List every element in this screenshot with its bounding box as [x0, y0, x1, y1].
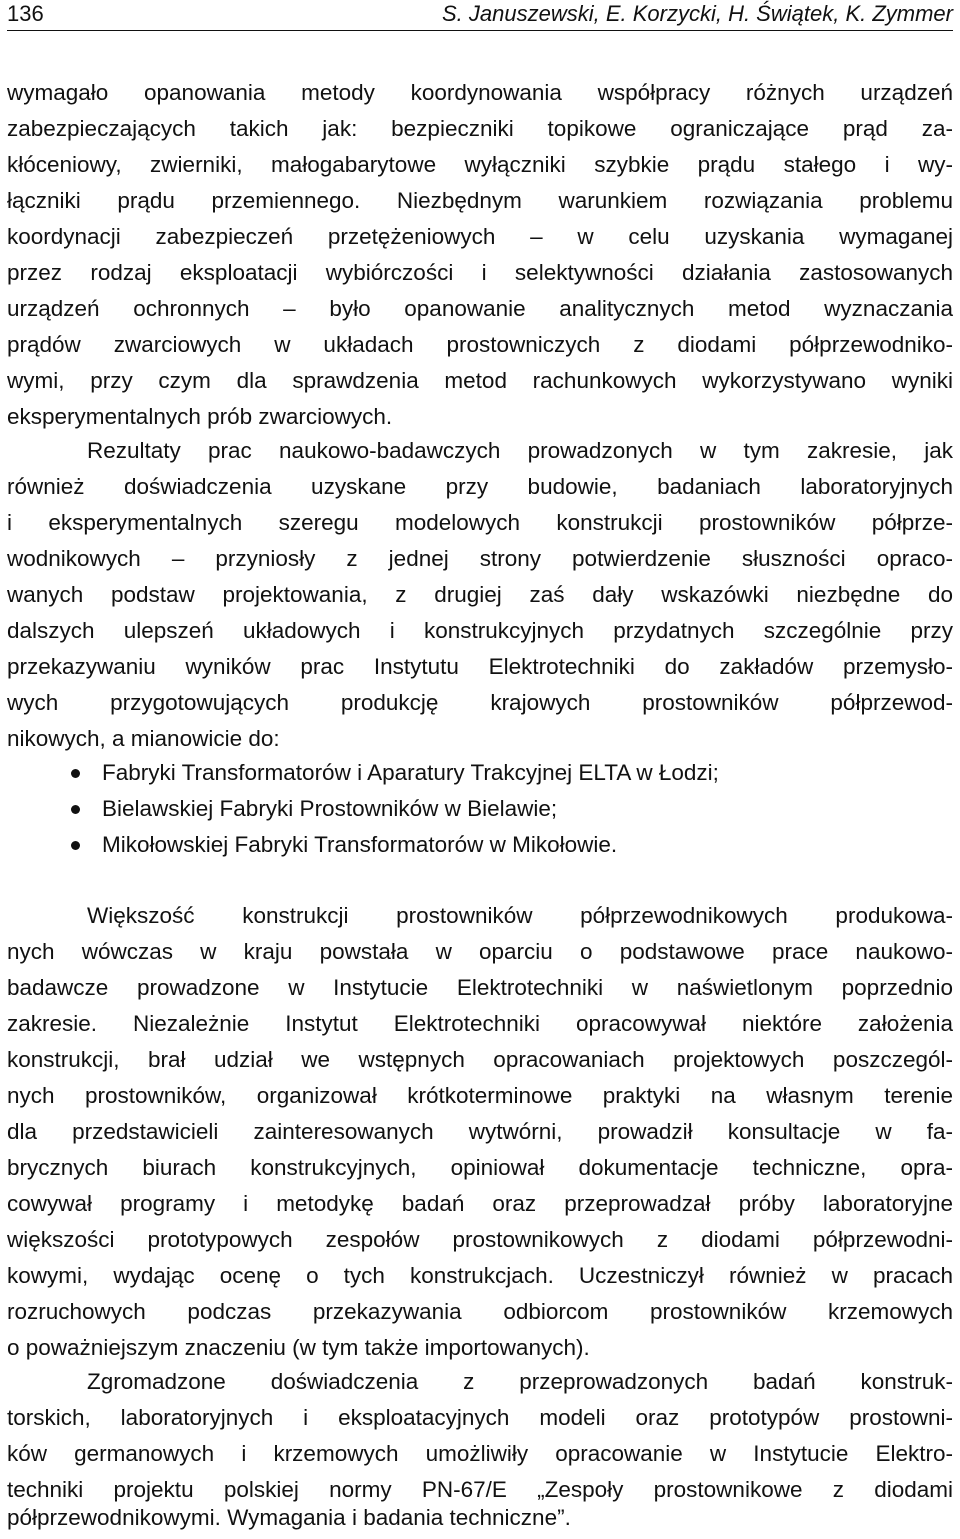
text-line: większości prototypowych zespołów prostownikowych z diodami półprzewodni-	[7, 1227, 953, 1252]
page-number: 136	[7, 1, 44, 26]
text-line: koordynacji zabezpieczeń przetężeniowych – w celu uzyskania wymaganej	[7, 224, 953, 249]
text-line: badawcze prowadzone w Instytucie Elektrotechniki w naświetlonym poprzednio	[7, 975, 953, 1000]
text-line: brycznych biurach konstrukcyjnych, opiniował dokumentacje techniczne, opra-	[7, 1155, 953, 1180]
text-line: rozruchowych podczas przekazywania odbiorcom prostowników krzemowych	[7, 1299, 953, 1324]
text-line: zabezpieczających takich jak: bezpieczniki topikowe ograniczające prąd za-	[7, 116, 953, 141]
text-line: wych przygotowujących produkcję krajowych prostowników półprzewod-	[7, 690, 953, 715]
bullet-icon	[71, 805, 80, 814]
text-line: Rezultaty prac naukowo-badawczych prowadzonych w tym zakresie, jak	[87, 438, 953, 463]
running-header	[7, 0, 953, 31]
text-line: kłóceniowy, zwierniki, małogabarytowe wyłączniki szybkie prądu stałego i wy-	[7, 152, 953, 177]
text-line: prądów zwarciowych w układach prostowniczych z diodami półprzewodniko-	[7, 332, 953, 357]
text-line: techniki projektu polskiej normy PN-67/E „Zespoły prostownikowe z diodami	[7, 1477, 953, 1502]
list-item-text: Bielawskiej Fabryki Prostowników w Bielawie;	[102, 796, 558, 821]
text-line: konstrukcji, brał udział we wstępnych opracowaniach projektowych poszczegól-	[7, 1047, 953, 1072]
list-item	[7, 827, 953, 863]
text-line: eksperymentalnych prób zwarciowych.	[7, 404, 393, 429]
text-line: przez rodzaj eksploatacji wybiórczości i selektywności działania zastosowanych	[7, 260, 953, 285]
text-line: zakresie. Niezależnie Instytut Elektrotechniki opracowywał niektóre założenia	[7, 1011, 953, 1036]
list-item-text: Mikołowskiej Fabryki Transformatorów w Mikołowie.	[102, 832, 618, 857]
text-line: Zgromadzone doświadczenia z przeprowadzonych badań konstruk-	[87, 1369, 953, 1394]
text-line: dalszych ulepszeń układowych i konstrukcyjnych przydatnych szczególnie przy	[7, 618, 953, 643]
text-line: Większość konstrukcji prostowników półprzewodnikowych produkowa-	[87, 903, 953, 928]
text-line: wodnikowych – przyniosły z jednej strony potwierdzenie słuszności opraco-	[7, 546, 953, 571]
text-line: torskich, laboratoryjnych i eksploatacyjnych modeli oraz prototypów prostowni-	[7, 1405, 953, 1430]
text-line: wanych podstaw projektowania, z drugiej zaś dały wskazówki niezbędne do	[7, 582, 953, 607]
text-line: również doświadczenia uzyskane przy budowie, badaniach laboratoryjnych	[7, 474, 953, 499]
text-line: łączniki prądu przemiennego. Niezbędnym warunkiem rozwiązania problemu	[7, 188, 953, 213]
text-line: kowymi, wydając ocenę o tych konstrukcjach. Uczestniczył również w pracach	[7, 1263, 953, 1288]
list-item	[7, 791, 953, 827]
text-line: urządzeń ochronnych – było opanowanie analitycznych metod wyznaczania	[7, 296, 953, 321]
document-page	[7, 0, 953, 1530]
text-line: półprzewodnikowymi. Wymagania i badania techniczne”.	[7, 1505, 571, 1530]
text-line: nych wówczas w kraju powstała w oparciu o podstawowe prace naukowo-	[7, 939, 953, 964]
text-line: wymagało opanowania metody koordynowania współpracy różnych urządzeń	[7, 80, 953, 105]
text-line: o poważniejszym znaczeniu (w tym także importowanych).	[7, 1335, 590, 1360]
text-line: dla przedstawicieli zainteresowanych wytwórni, prowadził konsultacje w fa-	[7, 1119, 953, 1144]
text-line: przekazywaniu wyników prac Instytutu Elektrotechniki do zakładów przemysło-	[7, 654, 953, 679]
text-line: nikowych, a mianowicie do:	[7, 726, 280, 751]
running-header-authors: S. Januszewski, E. Korzycki, H. Świątek, K. Zymmer	[441, 1, 953, 26]
list-item-text: Fabryki Transformatorów i Aparatury Trakcyjnej ELTA w Łodzi;	[102, 760, 719, 785]
bullet-icon	[71, 841, 80, 850]
list-item	[7, 755, 953, 791]
bullet-icon	[71, 769, 80, 778]
text-line: wymi, przy czym dla sprawdzenia metod rachunkowych wykorzystywano wyniki	[7, 368, 953, 393]
text-line: i eksperymentalnych szeregu modelowych konstrukcji prostowników półprze-	[7, 510, 953, 535]
text-line: ków germanowych i krzemowych umożliwiły opracowanie w Instytucie Elektro-	[7, 1441, 953, 1466]
text-line: cowywał programy i metodykę badań oraz przeprowadzał próby laboratoryjne	[7, 1191, 953, 1216]
text-line: nych prostowników, organizował krótkoterminowe praktyki na własnym terenie	[7, 1083, 953, 1108]
